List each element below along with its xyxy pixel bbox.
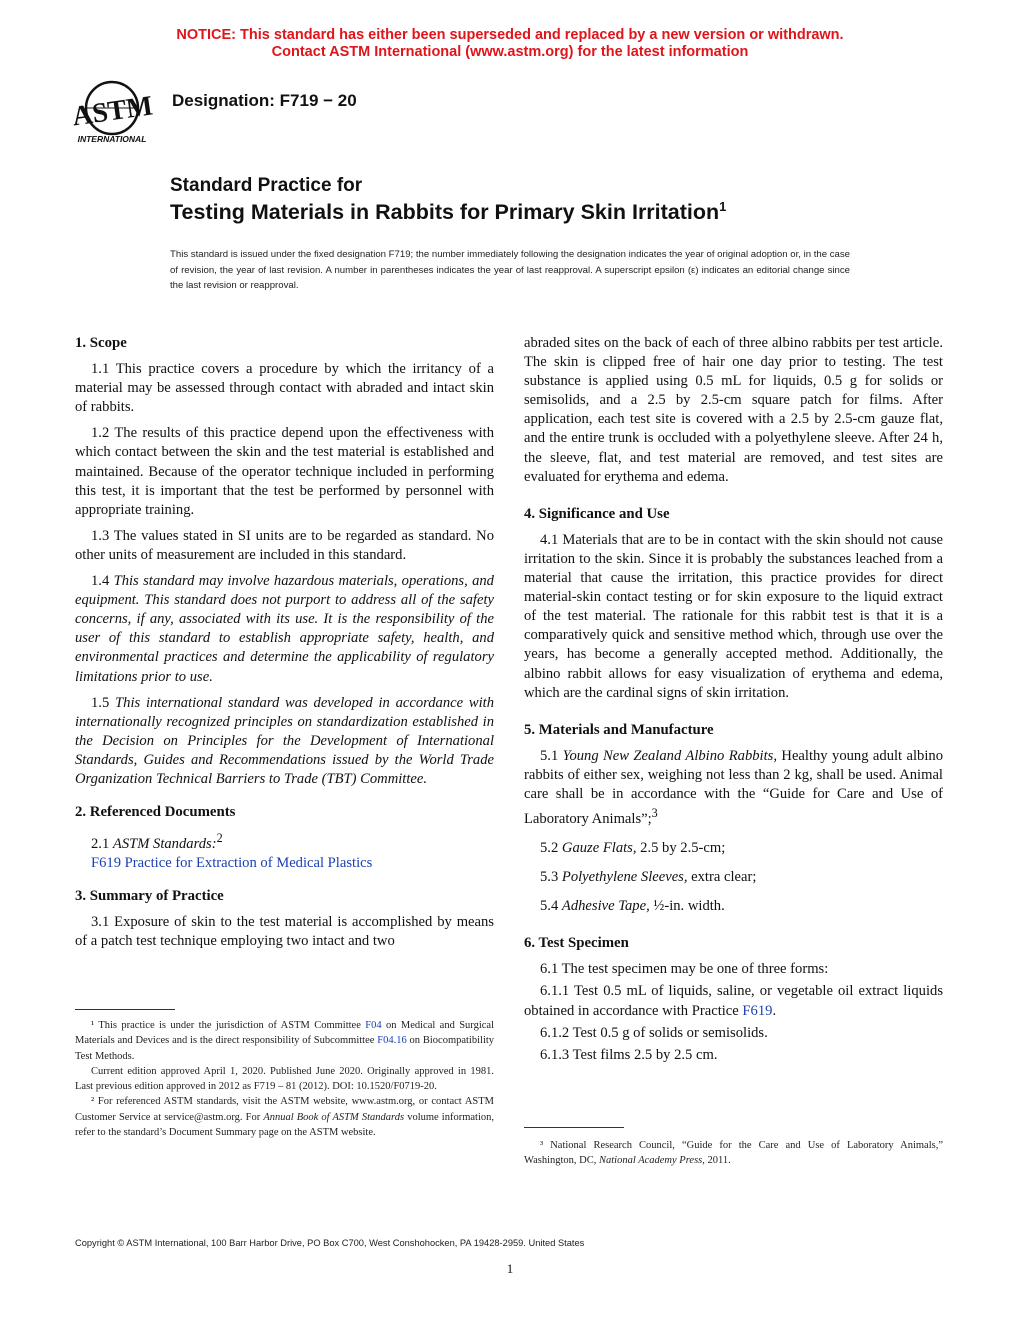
footnotes-left [75,1018,494,1140]
para-6-1: 6.1 The test specimen may be one of three forms: [540,961,829,978]
section-1-heading: 1. Scope [75,335,127,351]
para-6-1-1: 6.1.1 Test 0.5 mL of liquids, saline, or vegetable oil extract liquids obtained in accordance with Practice F619. [524,983,943,1019]
section-6-heading: 6. Test Specimen [524,935,629,952]
title-footnote-ref[interactable]: 1 [719,199,727,214]
title-line-2 [170,199,726,225]
right-column [524,334,943,1065]
para-4-1: 4.1 Materials that are to be in contact with the skin should not cause irritation to the skin. Since it is probably the substances leached from a material that cause the irritation, this practice provides for direct material-skin contact testing or for skin exposure to the liquid extract of the test material. The rationale for this rabbit test is that it is a comparatively quick and sensitive method which, through use over the years, has become a generally accepted method. Additionally, the albino rabbit allows for easy visualization of erythema and edema, which are the cardinal signs of skin irritation. [524,531,943,701]
footnote-rule-left [75,1009,175,1010]
footnote-1: ¹ This practice is under the jurisdiction of ASTM Committee F04 on Medical and Surgical Materials and Devices and is the direct responsibility of Subcommittee F04.16 on Biocompatibility Test Methods. [75,1020,495,1062]
notice-line-2: Contact ASTM International (www.astm.org) for the latest information [271,44,749,60]
section-5-heading: 5. Materials and Manufacture [524,721,714,738]
withdrawal-notice [0,27,1020,61]
section-2-heading: 2. Referenced Documents [75,804,236,821]
ref-f619-title-link[interactable]: Practice for Extraction of Medical Plastics [124,855,373,872]
practice-f619-link[interactable]: F619 [742,1002,773,1019]
para-2-1: 2.1 ASTM Standards:$^2$ [91,831,223,853]
left-column [75,334,494,951]
para-1-5: 1.5 This international standard was developed in accordance with internationally recognized principles on standardization established in the Decision on Principles for the Development of International Standards, Guides and Recommendations issued by the World Trade Organization Technical Barriers to Trade (TBT) Committee. [75,694,495,787]
ref-f619 [75,854,494,873]
copyright-line: Copyright © ASTM International, 100 Barr Harbor Drive, PO Box C700, West Conshohocken, PA 19428-2959. United States [75,1238,585,1248]
para-5-1: 5.1 Young New Zealand Albino Rabbits, Healthy young adult albino rabbits of either sex, weighing not less than 2 kg, shall be used. Animal care shall be in accordance with the “Guide for Care and Use of Laboratory Animals”;$^3$ [524,747,943,827]
footnotes-right [524,1138,943,1169]
footnote-1-edition: Current edition approved April 1, 2020. Published June 2020. Originally approved in 1981. Last previous edition approved in 2012 as F719 – 81 (2012). DOI: 10.1520/F0719-20. [75,1065,494,1093]
committee-f04-link[interactable]: F04 [365,1020,382,1031]
para-5-3: 5.3 Polyethylene Sleeves, extra clear; [540,869,757,886]
para-3-1-continued: abraded sites on the back of each of three albino rabbits per test article. The skin is clipped free of hair one day prior to testing. The test substance is applied using 0.5 mL for liquids, 0.5 g for solids or semisolids, and a 2.5 by 2.5-cm square patch for films. After application, each test site is covered with a 2.5 by 2.5-cm gauze flat, and the entire trunk is occluded with a polyethylene sleeve. After 24 h, the sleeve, flat, and test material are removed, and test sites are evaluated for erythema and edema. [524,335,943,485]
footnote-3: ³ National Research Council, “Guide for the Care and Use of Laboratory Animals,” Washington, DC, National Academy Press, 2011. [524,1140,943,1167]
para-6-1-3: 6.1.3 Test films 2.5 by 2.5 cm. [540,1046,718,1063]
para-1-4: 1.4 This standard may involve hazardous materials, operations, and equipment. This standard does not purport to address all of the safety concerns, if any, associated with its use. It is the responsibility of the user of this standard to establish appropriate safety, health, and environmental practices and determine the applicability of regulatory limitations prior to use. [75,573,494,685]
notice-line-1: NOTICE: This standard has either been superseded and replaced by a new version or withdrawn. [176,27,844,43]
para-5-4: 5.4 Adhesive Tape, ½-in. width. [540,898,725,915]
ref-f619-code-link[interactable]: F619 [91,855,122,872]
para-1-2: 1.2 The results of this practice depend upon the effectiveness with which contact between the skin and the test material is established and maintained. Because of the operator technique included in performing this test, it is important that the test be performed by personnel with appropriate training. [75,425,494,518]
section-3-heading: 3. Summary of Practice [75,888,224,905]
para-3-1: 3.1 Exposure of skin to the test material is accomplished by means of a patch test technique employing two intact and two [75,914,494,950]
svg-text:ASTM: ASTM [72,90,155,133]
page-number: 1 [506,1261,514,1276]
designation: Designation: F719 − 20 [172,91,357,110]
subcommittee-f04-16-link[interactable]: F04.16 [377,1035,407,1047]
para-1-1: 1.1 This practice covers a procedure by which the irritancy of a material may be assessed through contact with abraded and intact skin of rabbits. [75,361,494,416]
para-1-3: 1.3 The values stated in SI units are to be regarded as standard. No other units of measurement are included in this standard. [75,527,494,563]
logo-subtitle: INTERNATIONAL [77,134,147,144]
title-line-1: Standard Practice for [170,175,363,196]
issuance-statement: This standard is issued under the fixed designation F719; the number immediately following the designation indicates the year of original adoption or, in the case of revision, the year of last revision. A number in parentheses indicates the year of last reapproval. A superscript epsilon (ε) indicates an editorial change since the last revision or reapproval. [170,249,850,291]
footnote-2: ² For referenced ASTM standards, visit the ASTM website, www.astm.org, or contact ASTM Customer Service at service@astm.org. For Annual Book of ASTM Standards volume information, refer to the standard’s Document Summary page on the ASTM website. [75,1096,494,1139]
para-6-1-2: 6.1.2 Test 0.5 g of solids or semisolids. [540,1024,768,1041]
para-5-2: 5.2 Gauze Flats, 2.5 by 2.5-cm; [540,840,726,857]
title-text: Testing Materials in Rabbits for Primary Skin Irritation [170,200,720,224]
section-4-heading: 4. Significance and Use [524,505,670,522]
astm-logo [72,78,162,148]
footnote-rule-right [524,1127,624,1128]
